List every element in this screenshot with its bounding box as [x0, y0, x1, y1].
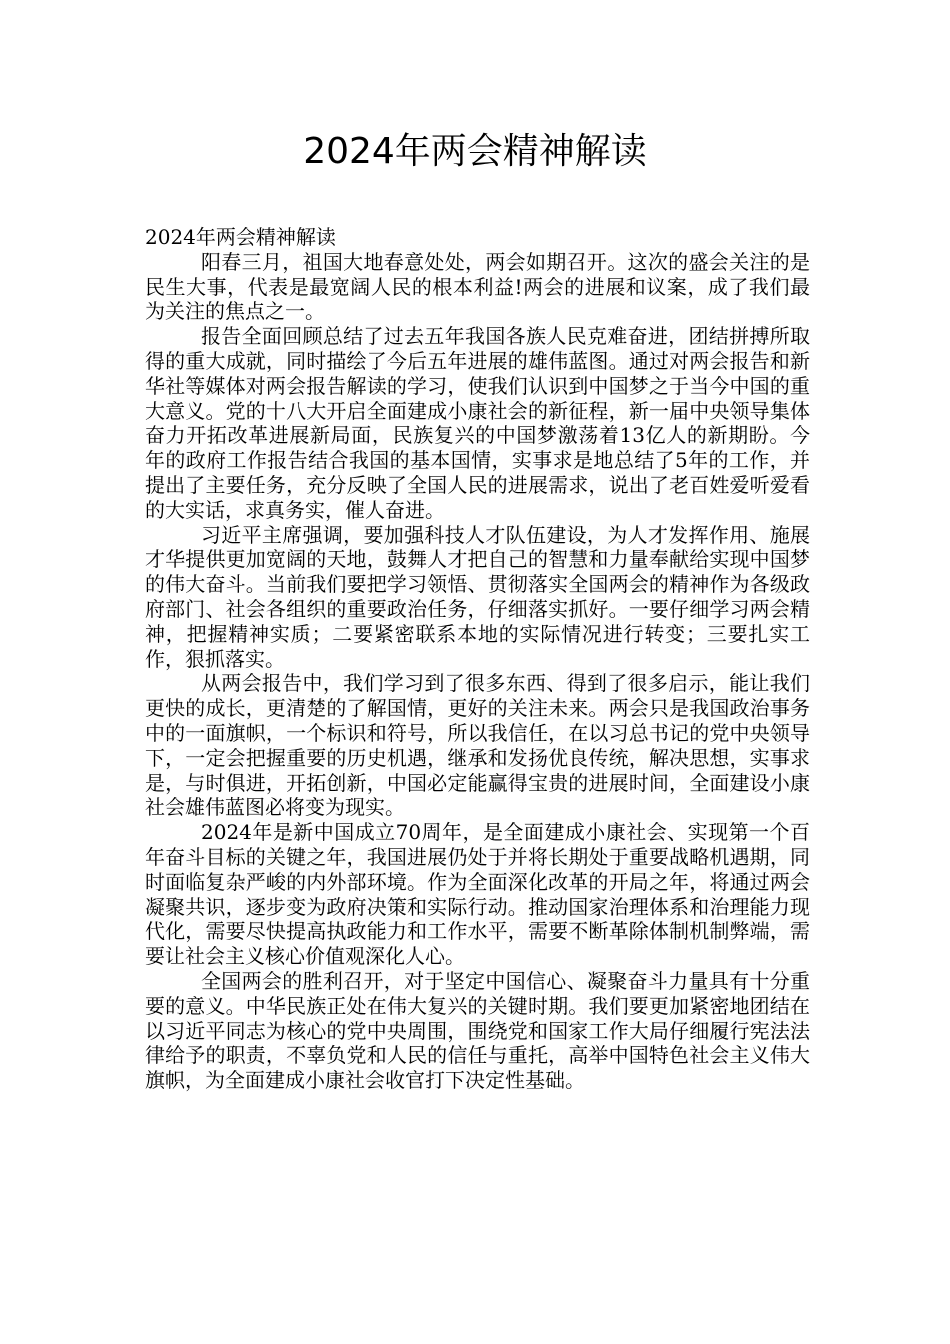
paragraph-5: 2024年是新中国成立70周年，是全面建成小康社会、实现第一个百年奋斗目标的关键之年，我国进展仍处于并将长期处于重要战略机遇期，同时面临复杂严峻的内外部环境。作为全面深化改革的开局之年，将通过两会凝聚共识，逐步变为政府决策和实际行动。推动国家治理体系和治理能力现代化，需要尽快提高执政能力和工作水平，需要不断革除体制机制弊端，需要让社会主义核心价值观深化人心。: [145, 820, 810, 969]
paragraph-1: 阳春三月，祖国大地春意处处，两会如期召开。这次的盛会关注的是民生大事，代表是最宽阔人民的根本利益!两会的进展和议案，成了我们最为关注的焦点之一。: [145, 249, 810, 324]
paragraph-2: 报告全面回顾总结了过去五年我国各族人民克难奋进，团结拼搏所取得的重大成就，同时描绘了今后五年进展的雄伟蓝图。通过对两会报告和新华社等媒体对两会报告解读的学习，使我们认识到中国梦之于当今中国的重大意义。党的十八大开启全面建成小康社会的新征程，新一届中央领导集体奋力开拓改革进展新局面，民族复兴的中国梦激荡着13亿人的新期盼。今年的政府工作报告结合我国的基本国情，实事求是地总结了5年的工作，并提出了主要任务，充分反映了全国人民的进展需求，说出了老百姓爱听爱看的大实话，求真务实，催人奋进。: [145, 324, 810, 522]
document-body: [145, 225, 810, 1093]
paragraph-6: 全国两会的胜利召开，对于坚定中国信心、凝聚奋斗力量具有十分重要的意义。中华民族正处在伟大复兴的关键时期。我们要更加紧密地团结在以习近平同志为核心的党中央周围，围绕党和国家工作大局仔细履行宪法法律给予的职责，不辜负党和人民的信任与重托，高举中国特色社会主义伟大旗帜，为全面建成小康社会收官打下决定性基础。: [145, 968, 810, 1093]
paragraph-4: 从两会报告中，我们学习到了很多东西、得到了很多启示，能让我们更快的成长，更清楚的了解国情，更好的关注未来。两会只是我国政治事务中的一面旗帜，一个标识和符号，所以我信任，在以习总书记的党中央领导下，一定会把握重要的历史机遇，继承和发扬优良传统，解决思想，实事求是，与时俱进，开拓创新，中国必定能赢得宝贵的进展时间，全面建设小康社会雄伟蓝图必将变为现实。: [145, 671, 810, 820]
document-title: 2024年两会精神解读: [303, 131, 647, 172]
document-subtitle: 2024年两会精神解读: [145, 225, 336, 249]
paragraph-3: 习近平主席强调，要加强科技人才队伍建设，为人才发挥作用、施展才华提供更加宽阔的天地，鼓舞人才把自己的智慧和力量奉献给实现中国梦的伟大奋斗。当前我们要把学习领悟、贯彻落实全国两会的精神作为各级政府部门、社会各组织的重要政治任务，仔细落实抓好。一要仔细学习两会精神，把握精神实质；二要紧密联系本地的实际情况进行转变；三要扎实工作，狠抓落实。: [145, 522, 810, 671]
